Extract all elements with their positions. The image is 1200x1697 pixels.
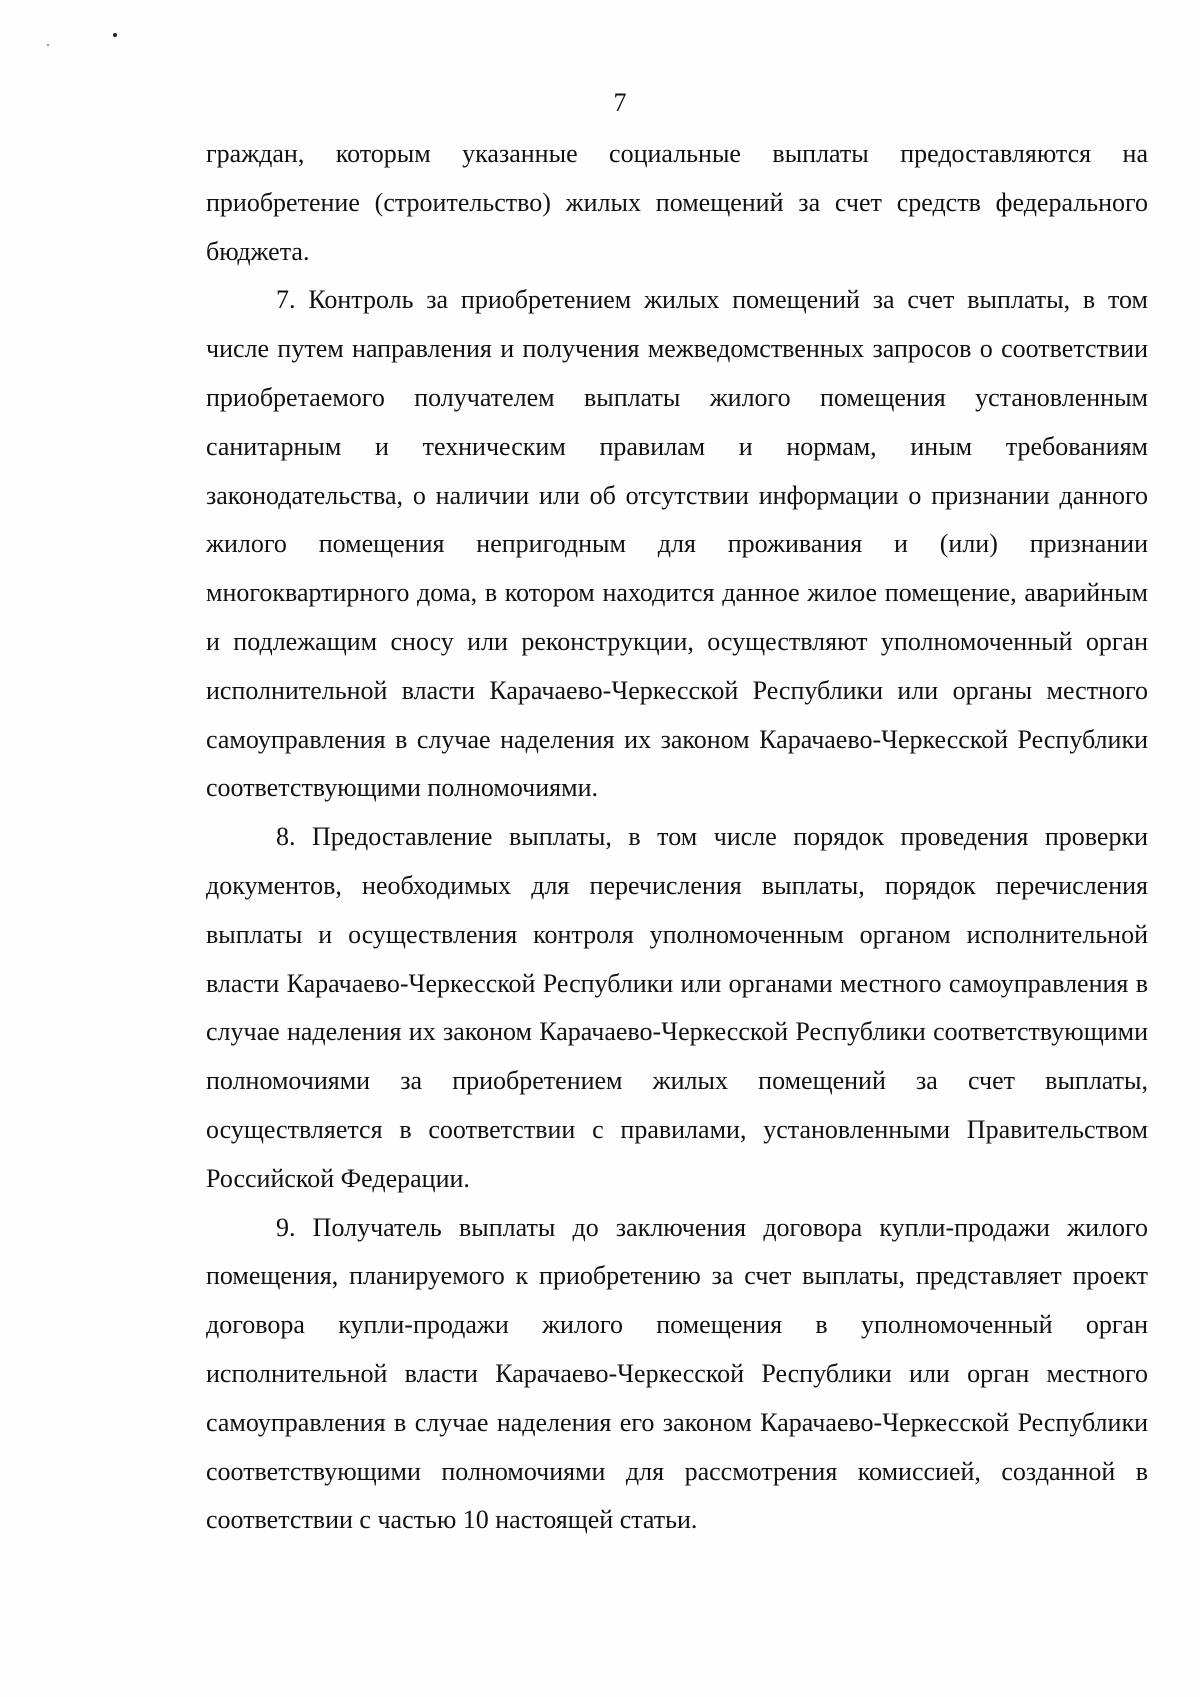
page-number: 7 (613, 88, 627, 117)
scan-speck (113, 33, 117, 37)
paragraph-8: 8. Предоставление выплаты, в том числе порядок проведения проверки документов, необходимых для перечисления выплаты, порядок перечисления выплаты и осуществления контроля уполномоченным органом исполнительной власти Карачаево-Черкесской Республики или органами местного самоуправления в случае наделения их законом Карачаево-Черкесской Республики соответствующими полномочиями за приобретением жилых помещений за счет выплаты, осуществляется в соответствии с правилами, установленными Правительством Российской Федерации. (206, 822, 1148, 1193)
paragraph-continuation: граждан, которым указанные социальные выплаты предоставляются на приобретение (строительство) жилых помещений за счет средств федерального бюджета. (206, 139, 1148, 266)
paragraph-7: 7. Контроль за приобретением жилых помещений за счет выплаты, в том числе путем направления и получения межведомственных запросов о соответствии приобретаемого получателем выплаты жилого помещения установленным санитарным и техническим правилам и нормам, иным требованиям законодательства, о наличии или об отсутствии информации о признании данного жилого помещения непригодным для проживания и (или) признании многоквартирного дома, в котором находится данное жилое помещение, аварийным и подлежащим сносу или реконструкции, осуществляют уполномоченный орган исполнительной власти Карачаево-Черкесской Республики или органы местного самоуправления в случае наделения их законом Карачаево-Черкесской Республики соответствующими полномочиями. (206, 285, 1148, 803)
document-body (206, 130, 1148, 1545)
scan-speck (47, 44, 49, 46)
paragraph-9: 9. Получатель выплаты до заключения договора купли-продажи жилого помещения, планируемого к приобретению за счет выплаты, представляет проект договора купли-продажи жилого помещения в уполномоченный орган исполнительной власти Карачаево-Черкесской Республики или орган местного самоуправления в случае наделения его законом Карачаево-Черкесской Республики соответствующими полномочиями для рассмотрения комиссией, созданной в соответствии с частью 10 настоящей статьи. (206, 1212, 1148, 1535)
